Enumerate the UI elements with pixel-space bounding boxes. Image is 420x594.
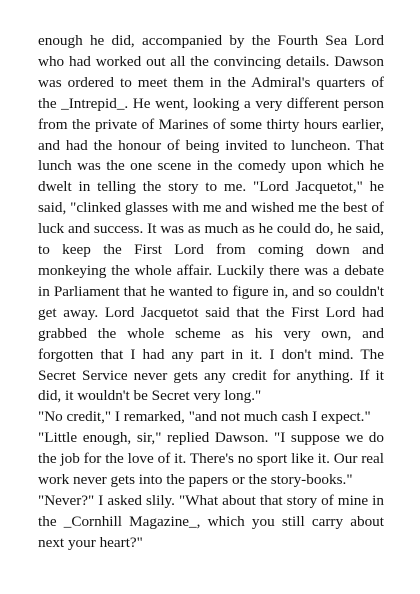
paragraph-4: "Never?" I asked slily. "What about that story of mine in the _Cornhill Magazine_, which you still carry about next your heart?" bbox=[38, 491, 384, 551]
paragraph-3: "Little enough, sir," replied Dawson. "I suppose we do the job for the love of it. There's no sport like it. Our real work never gets into the papers or the story-books." bbox=[38, 429, 384, 489]
paragraph-1: enough he did, accompanied by the Fourth Sea Lord who had worked out all the convincing details. Dawson was ordered to meet them in the Admiral's quarters of the _Intrepid_. He went, looking a very different person from the private of Marines of some thirty hours earlier, and had the honour of being invited to luncheon. That lunch was the one scene in the comedy upon which he dwelt in telling the story to me. "Lord Jacquetot," he said, "clinked glasses with me and wished me the best of luck and success. It was as much as he could do, he said, to keep the First Lord from coming down and monkeying the whole affair. Luckily there was a debate in Parliament that he wanted to figure in, and so couldn't get away. Lord Jacquetot said that the First Lord had grabbed the whole scheme as his very own, and forgotten that I had any part in it. I don't mind. The Secret Service never gets any credit for anything. If it did, it wouldn't be Secret very long." bbox=[38, 32, 384, 405]
paragraph-2: "No credit," I remarked, "and not much cash I expect." bbox=[38, 408, 371, 426]
document-page bbox=[38, 31, 384, 554]
